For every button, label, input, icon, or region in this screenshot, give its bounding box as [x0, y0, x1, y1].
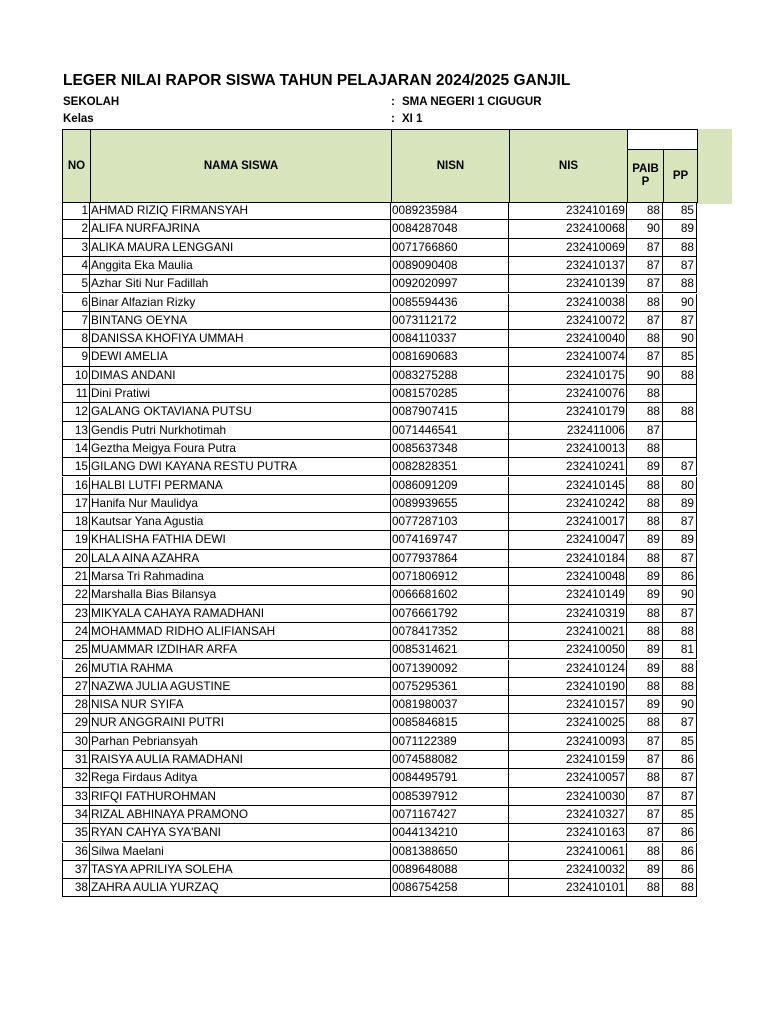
- row-pp: 90: [663, 294, 697, 312]
- row-nis: 232410093: [509, 733, 627, 751]
- table-row: [62, 403, 697, 421]
- table-row: [62, 714, 697, 732]
- row-paibp: 88: [627, 879, 663, 897]
- table-row: [62, 806, 697, 824]
- table-row: [62, 257, 697, 275]
- row-nisn: 0087907415: [391, 403, 509, 421]
- row-no: 35: [62, 824, 90, 842]
- row-nisn: 0077287103: [391, 513, 509, 531]
- row-no: 23: [62, 605, 90, 623]
- row-nama: RIFQI FATHUROHMAN: [90, 788, 391, 806]
- row-no: 12: [62, 403, 90, 421]
- row-paibp: 88: [627, 385, 663, 403]
- row-no: 3: [62, 239, 90, 257]
- row-nis: 232410069: [509, 239, 627, 257]
- row-no: 15: [62, 458, 90, 476]
- row-nis: 232410157: [509, 696, 627, 714]
- sekolah-label: SEKOLAH: [63, 96, 120, 108]
- row-nis: 232410139: [509, 275, 627, 293]
- row-no: 24: [62, 623, 90, 641]
- table-row: [62, 312, 697, 330]
- row-pp: 86: [663, 861, 697, 879]
- row-no: 28: [62, 696, 90, 714]
- row-paibp: 88: [627, 605, 663, 623]
- table-row: [62, 294, 697, 312]
- row-no: 31: [62, 751, 90, 769]
- row-pp: 87: [663, 513, 697, 531]
- row-pp: 87: [663, 257, 697, 275]
- table-row: [62, 788, 697, 806]
- row-pp: 87: [663, 550, 697, 568]
- row-pp: 89: [663, 531, 697, 549]
- row-no: 13: [62, 422, 90, 440]
- row-no: 7: [62, 312, 90, 330]
- row-nis: 232410137: [509, 257, 627, 275]
- row-nama: Hanifa Nur Maulidya: [90, 495, 391, 513]
- row-nisn: 0089939655: [391, 495, 509, 513]
- row-paibp: 88: [627, 714, 663, 732]
- row-nis: 232410242: [509, 495, 627, 513]
- row-nama: NISA NUR SYIFA: [90, 696, 391, 714]
- row-pp: 88: [663, 678, 697, 696]
- row-nama: LALA AINA AZAHRA: [90, 550, 391, 568]
- row-paibp: 88: [627, 495, 663, 513]
- row-nisn: 0084495791: [391, 769, 509, 787]
- row-paibp: 87: [627, 312, 663, 330]
- table-row: [62, 477, 697, 495]
- table-row: [62, 513, 697, 531]
- row-paibp: 87: [627, 422, 663, 440]
- row-pp: 90: [663, 330, 697, 348]
- row-paibp: 87: [627, 257, 663, 275]
- row-paibp: 87: [627, 751, 663, 769]
- sekolah-value: SMA NEGERI 1 CIGUGUR: [402, 96, 542, 108]
- row-paibp: 88: [627, 550, 663, 568]
- row-pp: 86: [663, 843, 697, 861]
- row-nisn: 0075295361: [391, 678, 509, 696]
- header-pp: PP: [663, 149, 698, 203]
- row-pp: [663, 440, 697, 458]
- row-nis: 232410076: [509, 385, 627, 403]
- row-nis: 232410179: [509, 403, 627, 421]
- row-no: 37: [62, 861, 90, 879]
- row-nama: Rega Firdaus Aditya: [90, 769, 391, 787]
- table-row: [62, 275, 697, 293]
- row-nis: 232410149: [509, 586, 627, 604]
- row-pp: 87: [663, 788, 697, 806]
- row-nisn: 0085637348: [391, 440, 509, 458]
- table-row: [62, 348, 697, 366]
- row-paibp: 89: [627, 531, 663, 549]
- row-pp: 88: [663, 367, 697, 385]
- row-nama: Anggita Eka Maulia: [90, 257, 391, 275]
- table-row: [62, 239, 697, 257]
- row-nama: Geztha Meigya Foura Putra: [90, 440, 391, 458]
- table-row: [62, 385, 697, 403]
- row-nama: Dini Pratiwi: [90, 385, 391, 403]
- row-nama: RIZAL ABHINAYA PRAMONO: [90, 806, 391, 824]
- row-nama: RYAN CAHYA SYA'BANI: [90, 824, 391, 842]
- row-nama: MOHAMMAD RIDHO ALIFIANSAH: [90, 623, 391, 641]
- table-row: [62, 605, 697, 623]
- row-nama: Parhan Pebriansyah: [90, 733, 391, 751]
- table-row: [62, 824, 697, 842]
- row-nisn: 0071766860: [391, 239, 509, 257]
- row-nama: RAISYA AULIA RAMADHANI: [90, 751, 391, 769]
- row-nama: Kautsar Yana Agustia: [90, 513, 391, 531]
- table-row: [62, 769, 697, 787]
- row-nama: BINTANG OEYNA: [90, 312, 391, 330]
- row-nama: ALIFA NURFAJRINA: [90, 220, 391, 238]
- row-nama: GILANG DWI KAYANA RESTU PUTRA: [90, 458, 391, 476]
- row-paibp: 89: [627, 586, 663, 604]
- row-no: 6: [62, 294, 90, 312]
- row-pp: [663, 422, 697, 440]
- row-no: 20: [62, 550, 90, 568]
- row-no: 33: [62, 788, 90, 806]
- row-paibp: 88: [627, 513, 663, 531]
- sekolah-colon: :: [391, 96, 395, 108]
- row-nis: 232411006: [509, 422, 627, 440]
- header-group-blank: [627, 129, 698, 150]
- row-nama: HALBI LUTFI PERMANA: [90, 477, 391, 495]
- row-nama: ALIKA MAURA LENGGANI: [90, 239, 391, 257]
- row-no: 26: [62, 660, 90, 678]
- row-nisn: 0066681602: [391, 586, 509, 604]
- row-pp: 87: [663, 714, 697, 732]
- table-row: [62, 660, 697, 678]
- row-no: 38: [62, 879, 90, 897]
- row-nama: Gendis Putri Nurkhotimah: [90, 422, 391, 440]
- table-row: [62, 678, 697, 696]
- header-nisn: NISN: [391, 129, 510, 203]
- row-nisn: 0081980037: [391, 696, 509, 714]
- row-paibp: 89: [627, 641, 663, 659]
- table-row: [62, 843, 697, 861]
- row-pp: 88: [663, 623, 697, 641]
- row-no: 19: [62, 531, 90, 549]
- table-row: [62, 495, 697, 513]
- row-no: 18: [62, 513, 90, 531]
- row-nisn: 0089648088: [391, 861, 509, 879]
- row-paibp: 88: [627, 769, 663, 787]
- row-nama: TASYA APRILIYA SOLEHA: [90, 861, 391, 879]
- row-nis: 232410145: [509, 477, 627, 495]
- row-paibp: 88: [627, 678, 663, 696]
- row-nisn: 0074169747: [391, 531, 509, 549]
- row-nama: ZAHRA AULIA YURZAQ: [90, 879, 391, 897]
- table-row: [62, 531, 697, 549]
- row-nama: Azhar Siti Nur Fadillah: [90, 275, 391, 293]
- row-nis: 232410068: [509, 220, 627, 238]
- table-row: [62, 751, 697, 769]
- row-nisn: 0084110337: [391, 330, 509, 348]
- row-nisn: 0077937864: [391, 550, 509, 568]
- row-no: 34: [62, 806, 90, 824]
- row-nisn: 0085594436: [391, 294, 509, 312]
- row-paibp: 87: [627, 275, 663, 293]
- row-paibp: 88: [627, 202, 663, 220]
- row-no: 36: [62, 843, 90, 861]
- table-row: [62, 422, 697, 440]
- row-no: 5: [62, 275, 90, 293]
- row-no: 29: [62, 714, 90, 732]
- row-pp: 88: [663, 239, 697, 257]
- header-nis: NIS: [509, 129, 628, 203]
- row-nisn: 0081690683: [391, 348, 509, 366]
- row-paibp: 89: [627, 660, 663, 678]
- row-paibp: 89: [627, 568, 663, 586]
- row-no: 30: [62, 733, 90, 751]
- header-band-extension: [697, 129, 732, 204]
- row-nis: 232410050: [509, 641, 627, 659]
- header-nama-siswa: NAMA SISWA: [90, 129, 392, 203]
- row-pp: 88: [663, 660, 697, 678]
- row-no: 27: [62, 678, 90, 696]
- row-pp: 87: [663, 769, 697, 787]
- row-pp: 88: [663, 275, 697, 293]
- row-paibp: 87: [627, 788, 663, 806]
- page-title: LEGER NILAI RAPOR SISWA TAHUN PELAJARAN 2024/2025 GANJIL: [63, 72, 571, 89]
- row-nama: MUAMMAR IZDIHAR ARFA: [90, 641, 391, 659]
- row-nis: 232410169: [509, 202, 627, 220]
- row-nisn: 0083275288: [391, 367, 509, 385]
- row-nisn: 0085846815: [391, 714, 509, 732]
- row-nis: 232410061: [509, 843, 627, 861]
- row-nisn: 0081570285: [391, 385, 509, 403]
- row-nis: 232410074: [509, 348, 627, 366]
- table-row: [62, 202, 697, 220]
- row-pp: 85: [663, 202, 697, 220]
- row-nisn: 0084287048: [391, 220, 509, 238]
- row-nisn: 0089090408: [391, 257, 509, 275]
- row-nis: 232410025: [509, 714, 627, 732]
- row-pp: 88: [663, 403, 697, 421]
- row-nis: 232410040: [509, 330, 627, 348]
- row-paibp: 89: [627, 696, 663, 714]
- row-pp: 90: [663, 586, 697, 604]
- row-nis: 232410038: [509, 294, 627, 312]
- row-paibp: 88: [627, 623, 663, 641]
- row-pp: 86: [663, 824, 697, 842]
- row-nama: MIKYALA CAHAYA RAMADHANI: [90, 605, 391, 623]
- row-no: 32: [62, 769, 90, 787]
- row-nisn: 0044134210: [391, 824, 509, 842]
- row-nis: 232410101: [509, 879, 627, 897]
- row-nis: 232410241: [509, 458, 627, 476]
- table-row: [62, 641, 697, 659]
- row-nama: NAZWA JULIA AGUSTINE: [90, 678, 391, 696]
- row-pp: 85: [663, 733, 697, 751]
- table-row: [62, 733, 697, 751]
- row-paibp: 88: [627, 294, 663, 312]
- row-nama: MUTIA RAHMA: [90, 660, 391, 678]
- row-nisn: 0071390092: [391, 660, 509, 678]
- row-pp: 81: [663, 641, 697, 659]
- row-paibp: 88: [627, 440, 663, 458]
- row-nisn: 0076661792: [391, 605, 509, 623]
- row-no: 16: [62, 477, 90, 495]
- row-nisn: 0071446541: [391, 422, 509, 440]
- row-no: 17: [62, 495, 90, 513]
- kelas-colon: :: [391, 113, 395, 125]
- table-row: [62, 440, 697, 458]
- row-nisn: 0086091209: [391, 477, 509, 495]
- row-nama: Silwa Maelani: [90, 843, 391, 861]
- row-nisn: 0078417352: [391, 623, 509, 641]
- table-row: [62, 696, 697, 714]
- row-paibp: 88: [627, 477, 663, 495]
- row-paibp: 87: [627, 239, 663, 257]
- row-nis: 232410184: [509, 550, 627, 568]
- row-nama: Binar Alfazian Rizky: [90, 294, 391, 312]
- row-no: 4: [62, 257, 90, 275]
- row-nisn: 0092020997: [391, 275, 509, 293]
- row-nisn: 0089235984: [391, 202, 509, 220]
- table-row: [62, 330, 697, 348]
- row-no: 14: [62, 440, 90, 458]
- row-nis: 232410047: [509, 531, 627, 549]
- row-nama: DEWI AMELIA: [90, 348, 391, 366]
- table-row: [62, 861, 697, 879]
- table-row: [62, 623, 697, 641]
- row-nis: 232410163: [509, 824, 627, 842]
- row-pp: 89: [663, 495, 697, 513]
- header-no: NO: [62, 129, 91, 203]
- row-nisn: 0073112172: [391, 312, 509, 330]
- table-row: [62, 550, 697, 568]
- row-pp: [663, 385, 697, 403]
- row-nis: 232410017: [509, 513, 627, 531]
- row-nis: 232410159: [509, 751, 627, 769]
- row-nama: Marsa Tri Rahmadina: [90, 568, 391, 586]
- row-nama: DANISSA KHOFIYA UMMAH: [90, 330, 391, 348]
- row-nisn: 0085397912: [391, 788, 509, 806]
- row-nisn: 0071122389: [391, 733, 509, 751]
- row-pp: 90: [663, 696, 697, 714]
- row-nis: 232410319: [509, 605, 627, 623]
- table-row: [62, 220, 697, 238]
- row-no: 1: [62, 202, 90, 220]
- row-no: 22: [62, 586, 90, 604]
- row-pp: 87: [663, 458, 697, 476]
- row-no: 21: [62, 568, 90, 586]
- row-paibp: 87: [627, 806, 663, 824]
- row-paibp: 88: [627, 330, 663, 348]
- row-nisn: 0086754258: [391, 879, 509, 897]
- row-paibp: 90: [627, 220, 663, 238]
- row-nis: 232410124: [509, 660, 627, 678]
- row-nisn: 0074588082: [391, 751, 509, 769]
- row-pp: 85: [663, 806, 697, 824]
- row-pp: 87: [663, 605, 697, 623]
- table-row: [62, 879, 697, 897]
- row-pp: 85: [663, 348, 697, 366]
- row-nama: KHALISHA FATHIA DEWI: [90, 531, 391, 549]
- row-pp: 87: [663, 312, 697, 330]
- row-nis: 232410190: [509, 678, 627, 696]
- row-paibp: 89: [627, 458, 663, 476]
- row-nisn: 0085314621: [391, 641, 509, 659]
- row-nis: 232410021: [509, 623, 627, 641]
- row-nisn: 0082828351: [391, 458, 509, 476]
- row-nama: NUR ANGGRAINI PUTRI: [90, 714, 391, 732]
- row-nis: 232410013: [509, 440, 627, 458]
- row-no: 25: [62, 641, 90, 659]
- row-nisn: 0071167427: [391, 806, 509, 824]
- row-nama: DIMAS ANDANI: [90, 367, 391, 385]
- row-nis: 232410072: [509, 312, 627, 330]
- row-pp: 86: [663, 568, 697, 586]
- row-no: 10: [62, 367, 90, 385]
- row-nisn: 0071806912: [391, 568, 509, 586]
- row-no: 11: [62, 385, 90, 403]
- table-row: [62, 568, 697, 586]
- row-paibp: 89: [627, 861, 663, 879]
- row-nis: 232410057: [509, 769, 627, 787]
- row-paibp: 88: [627, 843, 663, 861]
- row-nis: 232410048: [509, 568, 627, 586]
- table-row: [62, 586, 697, 604]
- row-paibp: 87: [627, 348, 663, 366]
- row-paibp: 87: [627, 733, 663, 751]
- row-no: 8: [62, 330, 90, 348]
- row-paibp: 87: [627, 824, 663, 842]
- row-no: 9: [62, 348, 90, 366]
- row-paibp: 90: [627, 367, 663, 385]
- row-nama: AHMAD RIZIQ FIRMANSYAH: [90, 202, 391, 220]
- row-nis: 232410327: [509, 806, 627, 824]
- row-nama: GALANG OKTAVIANA PUTSU: [90, 403, 391, 421]
- header-paibp: PAIB P: [627, 149, 664, 203]
- row-pp: 89: [663, 220, 697, 238]
- row-paibp: 88: [627, 403, 663, 421]
- row-nisn: 0081388650: [391, 843, 509, 861]
- kelas-value: XI 1: [402, 113, 423, 125]
- row-pp: 86: [663, 751, 697, 769]
- row-nama: Marshalla Bias Bilansya: [90, 586, 391, 604]
- row-nis: 232410030: [509, 788, 627, 806]
- table-row: [62, 367, 697, 385]
- row-no: 2: [62, 220, 90, 238]
- row-nis: 232410032: [509, 861, 627, 879]
- row-nis: 232410175: [509, 367, 627, 385]
- row-pp: 80: [663, 477, 697, 495]
- row-pp: 88: [663, 879, 697, 897]
- table-row: [62, 458, 697, 476]
- kelas-label: Kelas: [63, 113, 94, 125]
